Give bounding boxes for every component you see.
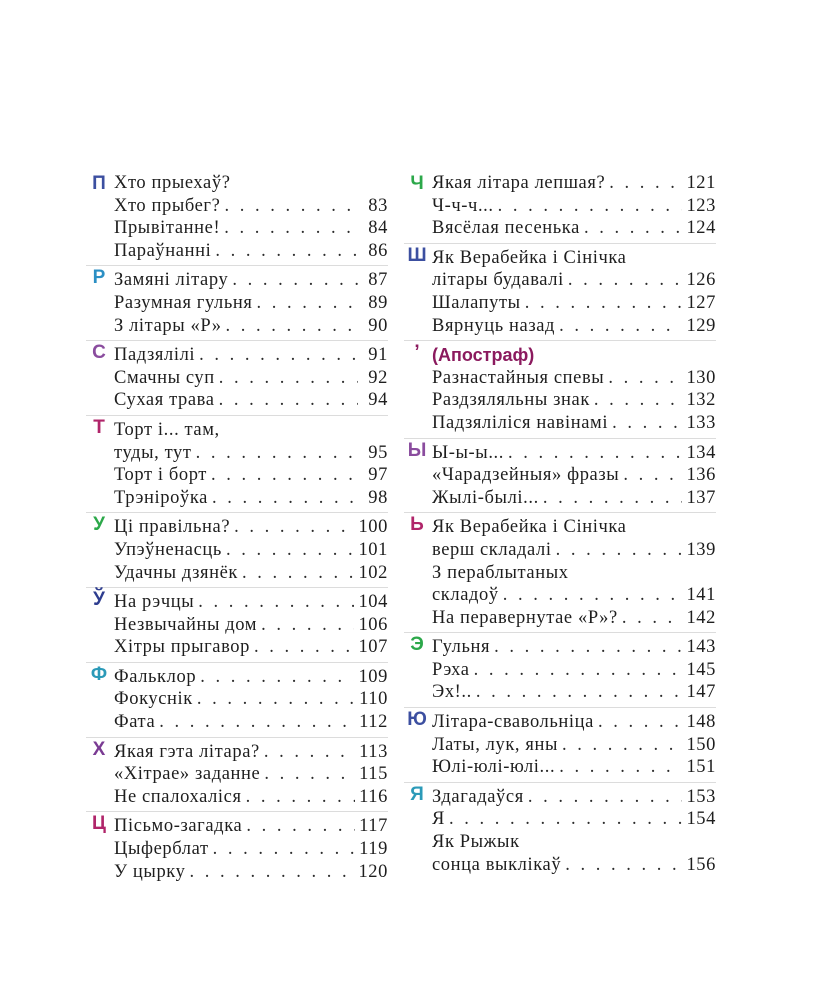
dot-leader xyxy=(594,389,683,412)
entry-title: Латы, лук, яны xyxy=(432,734,559,755)
entry-title: туды, тут xyxy=(114,442,192,463)
toc-entry[interactable] xyxy=(86,516,388,539)
entry-title: Юлі-юлі-юлі... xyxy=(432,757,556,778)
letter-section xyxy=(86,811,388,883)
entry-title: Як Рыжык xyxy=(432,832,520,853)
letter-section xyxy=(86,662,388,734)
toc-entry[interactable] xyxy=(404,607,716,630)
letter-section xyxy=(86,172,388,262)
dot-leader xyxy=(232,269,358,292)
letter-section xyxy=(404,172,716,240)
entry-title: Разнастайныя спевы xyxy=(432,367,605,388)
toc-entry[interactable] xyxy=(86,315,388,338)
entry-title: Разумная гульня xyxy=(114,292,253,313)
entry-title: Як Верабейка і Сінічка xyxy=(432,517,627,538)
toc-entry[interactable] xyxy=(404,412,716,435)
dot-leader xyxy=(622,607,683,630)
letter-section xyxy=(404,707,716,779)
page-number: 119 xyxy=(359,839,388,860)
toc-entry[interactable] xyxy=(86,292,388,315)
dot-leader xyxy=(562,734,682,757)
page-number: 91 xyxy=(368,345,388,366)
section-letter: Ф xyxy=(90,663,108,685)
toc-entry[interactable] xyxy=(404,681,716,704)
section-letter: Ы xyxy=(407,439,427,461)
section-letter: Т xyxy=(93,416,105,438)
page-number: 110 xyxy=(359,689,388,710)
page-number: 106 xyxy=(358,614,388,635)
entry-title: верш складалі xyxy=(432,539,552,560)
toc-entry[interactable] xyxy=(404,172,716,195)
letter-section xyxy=(404,632,716,704)
dot-leader xyxy=(476,681,683,704)
letter-section xyxy=(86,340,388,412)
toc-left-column xyxy=(86,172,388,883)
dot-leader xyxy=(196,442,358,465)
toc-entry[interactable] xyxy=(86,562,388,585)
toc-entry[interactable] xyxy=(404,269,716,292)
toc-entry[interactable] xyxy=(404,389,716,412)
dot-leader xyxy=(224,217,358,240)
entry-title: Эх!.. xyxy=(432,682,472,703)
page-number: 136 xyxy=(686,465,716,486)
page-number: 156 xyxy=(686,854,716,875)
dot-leader xyxy=(608,367,682,390)
entry-title: Незвычайны дом xyxy=(114,614,258,635)
dot-leader xyxy=(199,344,358,367)
letter-section xyxy=(404,340,716,434)
dot-leader xyxy=(556,539,683,562)
entry-title: Смачны суп xyxy=(114,367,215,388)
toc-entry[interactable] xyxy=(404,344,716,367)
page-number: 123 xyxy=(686,195,716,216)
page-number: 130 xyxy=(686,367,716,388)
toc-entry[interactable] xyxy=(86,487,388,510)
dot-leader xyxy=(261,614,354,637)
section-heading: (Апостраф) xyxy=(432,345,535,366)
section-letter: Я xyxy=(410,783,424,805)
page-number: 104 xyxy=(358,592,388,613)
dot-leader xyxy=(189,861,354,884)
page-number: 133 xyxy=(686,412,716,433)
toc-entry[interactable] xyxy=(404,442,716,465)
entry-title: Вярнуць назад xyxy=(432,315,556,336)
dot-leader xyxy=(254,636,354,659)
entry-title: «Хітрае» заданне xyxy=(114,764,261,785)
page-number: 145 xyxy=(686,659,716,680)
section-letter: Ю xyxy=(407,709,427,731)
page-number: 143 xyxy=(686,637,716,658)
entry-title: Трэніроўка xyxy=(114,487,208,508)
letter-section xyxy=(86,737,388,809)
entry-title: На перавернутае «Р»? xyxy=(432,607,618,628)
page-number: 150 xyxy=(686,734,716,755)
entry-title: З пераблытаных xyxy=(432,562,569,583)
dot-leader xyxy=(219,389,358,412)
page-number: 98 xyxy=(368,487,388,508)
dot-leader xyxy=(264,763,355,786)
page-number: 115 xyxy=(359,764,388,785)
page-number: 151 xyxy=(686,757,716,778)
toc-entry[interactable] xyxy=(86,389,388,412)
page-number: 142 xyxy=(686,607,716,628)
dot-leader xyxy=(200,666,354,689)
toc-entry[interactable] xyxy=(86,464,388,487)
dot-leader xyxy=(197,688,355,711)
dot-leader xyxy=(224,195,358,218)
dot-leader xyxy=(623,464,682,487)
dot-leader xyxy=(234,516,354,539)
dot-leader xyxy=(215,240,358,263)
entry-title: Здагадаўся xyxy=(432,786,524,807)
dot-leader xyxy=(559,315,682,338)
page-number: 107 xyxy=(358,637,388,658)
entry-title: Параўнанні xyxy=(114,240,212,261)
dot-leader xyxy=(598,711,682,734)
page-number: 84 xyxy=(368,218,388,239)
letter-section xyxy=(404,782,716,876)
toc-entry[interactable] xyxy=(86,786,388,809)
entry-title: Вясёлая песенька xyxy=(432,218,580,239)
page-number: 100 xyxy=(358,517,388,538)
dot-leader xyxy=(198,591,354,614)
page-number: 120 xyxy=(358,861,388,882)
entry-title: Ці правільна? xyxy=(114,517,231,538)
entry-title: Якая гэта літара? xyxy=(114,741,260,762)
dot-leader xyxy=(528,786,683,809)
toc-entry[interactable] xyxy=(404,539,716,562)
section-letter: Ь xyxy=(410,514,424,536)
page-number: 109 xyxy=(358,666,388,687)
entry-title: Раздзяляльны знак xyxy=(432,390,590,411)
dot-leader xyxy=(474,659,683,682)
entry-title: Я xyxy=(432,809,445,830)
dot-leader xyxy=(612,412,682,435)
dot-leader xyxy=(568,269,683,292)
entry-title: Удачны дзянёк xyxy=(114,562,239,583)
toc-entry[interactable] xyxy=(86,539,388,562)
toc-entry[interactable] xyxy=(86,838,388,861)
entry-title: Фальклор xyxy=(114,666,197,687)
toc-entry[interactable] xyxy=(404,854,716,877)
letter-section xyxy=(86,265,388,337)
entry-title: Упэўненасць xyxy=(114,539,222,560)
letter-section xyxy=(86,587,388,659)
entry-title: Гульня xyxy=(432,637,491,658)
toc-entry[interactable] xyxy=(86,172,388,195)
entry-title: Пісьмо-загадка xyxy=(114,816,243,837)
toc-entry[interactable] xyxy=(86,741,388,764)
letter-section xyxy=(86,415,388,509)
toc-entry[interactable] xyxy=(404,636,716,659)
entry-title: Ч-ч-ч... xyxy=(432,195,494,216)
page-number: 127 xyxy=(686,292,716,313)
entry-title: Літара-свавольніца xyxy=(432,712,594,733)
page-number: 121 xyxy=(686,173,716,193)
page-number: 137 xyxy=(686,487,716,508)
entry-title: Рэха xyxy=(432,659,470,680)
entry-title: Цыферблат xyxy=(114,839,209,860)
toc-entry[interactable] xyxy=(404,487,716,510)
letter-section xyxy=(404,243,716,337)
dot-leader xyxy=(211,464,358,487)
section-letter: Ц xyxy=(92,813,106,835)
entry-title: складоў xyxy=(432,585,499,606)
toc-entry[interactable] xyxy=(86,614,388,637)
entry-title: Падзялілі xyxy=(114,345,196,366)
toc-entry[interactable] xyxy=(86,688,388,711)
entry-title: Якая літара лепшая? xyxy=(432,173,606,193)
entry-title: літары будавалі xyxy=(432,270,564,291)
dot-leader xyxy=(498,195,683,218)
toc-entry[interactable] xyxy=(86,711,388,734)
page-number: 86 xyxy=(368,240,388,261)
dot-leader xyxy=(212,487,358,510)
toc-entry[interactable] xyxy=(86,815,388,838)
dot-leader xyxy=(543,487,683,510)
dot-leader xyxy=(584,217,683,240)
dot-leader xyxy=(213,838,355,861)
toc-entry[interactable] xyxy=(404,247,716,270)
dot-leader xyxy=(565,854,682,877)
toc-entry[interactable] xyxy=(404,808,716,831)
entry-title: Падзяліліся навінамі xyxy=(432,412,609,433)
page-number: 92 xyxy=(368,367,388,388)
dot-leader xyxy=(242,562,354,585)
dot-leader xyxy=(219,367,358,390)
section-letter: ’ xyxy=(414,342,420,364)
toc-entry[interactable] xyxy=(404,756,716,779)
entry-title: Фокуснік xyxy=(114,689,193,710)
dot-leader xyxy=(503,584,683,607)
section-letter: Э xyxy=(410,634,424,656)
dot-leader xyxy=(494,636,682,659)
entry-title: Шалапуты xyxy=(432,292,521,313)
toc-entry[interactable] xyxy=(86,636,388,659)
entry-title: Прывітанне! xyxy=(114,218,221,239)
dot-leader xyxy=(559,756,682,779)
toc-entry[interactable] xyxy=(86,269,388,292)
entry-title: Сухая трава xyxy=(114,390,215,411)
entry-title: Фата xyxy=(114,712,156,733)
toc-entry[interactable] xyxy=(86,666,388,689)
toc-right-column xyxy=(404,172,716,876)
toc-entry[interactable] xyxy=(404,786,716,809)
toc-entry[interactable] xyxy=(86,861,388,884)
dot-leader xyxy=(508,442,682,465)
page-number: 112 xyxy=(359,712,388,733)
page-number: 132 xyxy=(686,390,716,411)
dot-leader xyxy=(159,711,355,734)
page-number: 154 xyxy=(686,809,716,830)
letter-section xyxy=(404,512,716,629)
section-letter: У xyxy=(93,514,105,536)
section-letter: Ч xyxy=(410,173,424,194)
toc-entry[interactable] xyxy=(86,217,388,240)
entry-title: сонца выклікаў xyxy=(432,854,562,875)
page-number: 102 xyxy=(358,562,388,583)
page-number: 101 xyxy=(358,539,388,560)
entry-title: У цырку xyxy=(114,861,186,882)
page-number: 83 xyxy=(368,195,388,216)
entry-title: Хто прыбег? xyxy=(114,195,221,216)
entry-title: Торт і борт xyxy=(114,465,207,486)
page-number: 94 xyxy=(368,390,388,411)
section-letter: П xyxy=(92,173,106,194)
toc-entry[interactable] xyxy=(404,562,716,585)
toc-entry[interactable] xyxy=(86,763,388,786)
page-number: 148 xyxy=(686,712,716,733)
section-letter: Х xyxy=(92,738,106,760)
page-number: 139 xyxy=(686,539,716,560)
toc-entry[interactable] xyxy=(86,240,388,263)
page-number: 89 xyxy=(368,292,388,313)
toc-entry[interactable] xyxy=(86,344,388,367)
page-number: 134 xyxy=(686,442,716,463)
section-letter: Ў xyxy=(93,589,105,611)
entry-title: Торт і... там, xyxy=(114,419,220,440)
dot-leader xyxy=(246,786,356,809)
toc-entry[interactable] xyxy=(404,464,716,487)
page-number: 116 xyxy=(359,786,388,807)
section-letter: Р xyxy=(92,267,106,289)
toc-entry[interactable] xyxy=(404,516,716,539)
page-number: 113 xyxy=(359,741,388,762)
page-number: 97 xyxy=(368,465,388,486)
dot-leader xyxy=(525,292,683,315)
entry-title: Хітры прыгавор xyxy=(114,637,251,658)
page-number: 141 xyxy=(686,585,716,606)
toc-entry[interactable] xyxy=(86,195,388,218)
entry-title: Жылі-былі... xyxy=(432,487,539,508)
section-letter: Ш xyxy=(407,244,427,266)
toc-entry[interactable] xyxy=(404,584,716,607)
dot-leader xyxy=(246,815,355,838)
toc-entry[interactable] xyxy=(404,659,716,682)
entry-title: Ы-ы-ы... xyxy=(432,442,504,463)
toc-entry[interactable] xyxy=(404,367,716,390)
entry-title: Як Верабейка і Сінічка xyxy=(432,247,627,268)
page-number: 90 xyxy=(368,315,388,336)
page-number: 95 xyxy=(368,442,388,463)
toc-entry[interactable] xyxy=(86,591,388,614)
letter-section xyxy=(86,512,388,584)
toc-entry[interactable] xyxy=(404,315,716,338)
dot-leader xyxy=(264,741,355,764)
dot-leader xyxy=(449,808,682,831)
entry-title: На рэчцы xyxy=(114,592,195,613)
page-number: 129 xyxy=(686,315,716,336)
entry-title: Хто прыехаў? xyxy=(114,173,231,193)
dot-leader xyxy=(226,315,358,338)
letter-section xyxy=(404,438,716,510)
dot-leader xyxy=(256,292,358,315)
entry-title: «Чарадзейныя» фразы xyxy=(432,465,620,486)
toc-entry[interactable] xyxy=(404,217,716,240)
toc-entry[interactable] xyxy=(86,442,388,465)
page-number: 87 xyxy=(368,270,388,291)
page-number: 126 xyxy=(686,270,716,291)
toc-entry[interactable] xyxy=(404,831,716,854)
dot-leader xyxy=(609,172,682,195)
section-letter: С xyxy=(92,342,106,364)
toc-entry[interactable] xyxy=(86,419,388,442)
toc-entry[interactable] xyxy=(404,195,716,218)
page-number: 153 xyxy=(686,786,716,807)
toc-entry[interactable] xyxy=(404,711,716,734)
page-number: 147 xyxy=(686,682,716,703)
dot-leader xyxy=(226,539,355,562)
toc-entry[interactable] xyxy=(404,734,716,757)
toc-entry[interactable] xyxy=(404,292,716,315)
entry-title: Не спалохаліся xyxy=(114,786,242,807)
entry-title: Замяні літару xyxy=(114,270,229,291)
toc-entry[interactable] xyxy=(86,367,388,390)
page-number: 117 xyxy=(359,816,388,837)
entry-title: З літары «Р» xyxy=(114,315,222,336)
page-number: 124 xyxy=(686,218,716,239)
